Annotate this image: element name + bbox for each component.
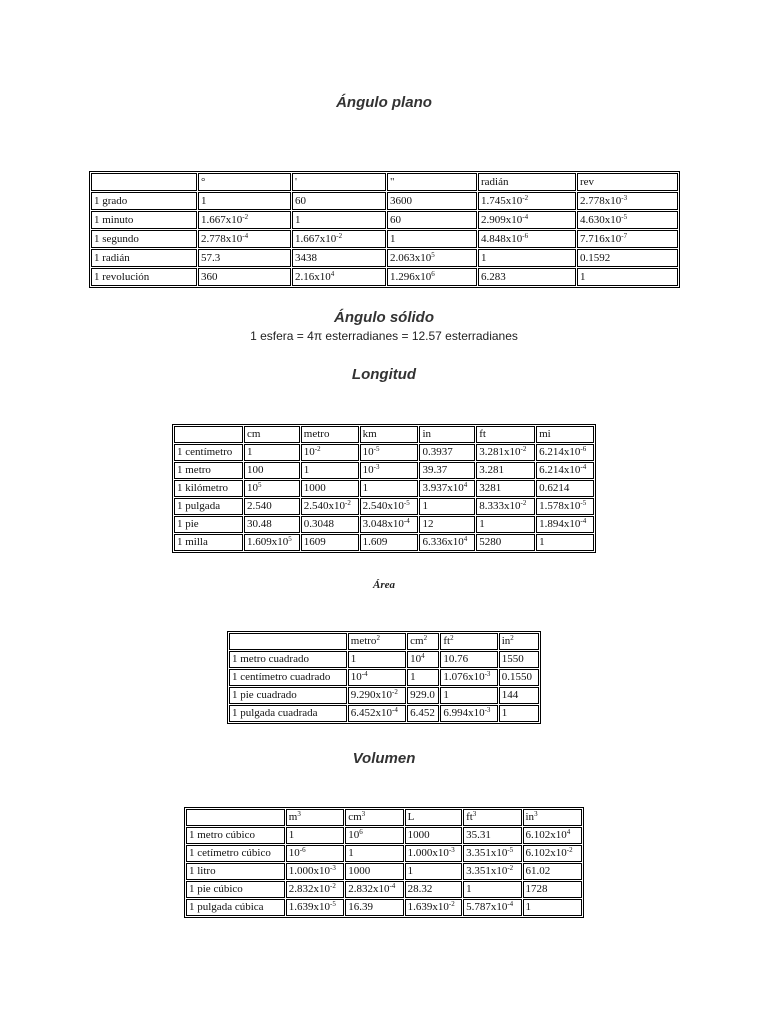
column-header [229,633,347,650]
row-label: 1 metro cúbico [186,827,285,844]
table-cell: $10^5$ [244,480,300,497]
table-cell: 0.1550 [499,669,539,686]
column-header: $cm^3$ [345,809,403,826]
table-cell: $1.667x10^{-2}$ [292,230,386,248]
longitud-title: Longitud [351,366,417,383]
longitud-table [172,424,596,553]
column-header: metro [301,426,359,443]
table-cell: 1 [419,498,475,515]
row-label: 1 pie [174,516,243,533]
row-label: 1 pie cúbico [186,881,285,898]
table-cell: $6.102x10^4$ [523,827,583,844]
row-label: 1 minuto [91,211,197,229]
row-label: 1 pulgada cúbica [186,899,285,916]
table-row [91,211,678,229]
table-cell: 1000 [405,827,462,844]
table-cell: 1 [244,444,300,461]
table-row [91,230,678,248]
table-cell: 30.48 [244,516,300,533]
table-cell: 1 [536,534,594,551]
table-cell: $4.848x10^{-6}$ [478,230,576,248]
table-row [91,249,678,267]
table-cell: $6.452x10^{-4}$ [348,705,406,722]
column-header: metro$^2$ [348,633,406,650]
column-header: cm [244,426,300,443]
header-row [174,426,594,443]
header-row [91,173,678,191]
column-header: $in^3$ [523,809,583,826]
row-label: 1 revolución [91,268,197,286]
column-header: in [419,426,475,443]
table-cell: $10^{-5}$ [360,444,419,461]
table-cell: $10^{-6}$ [286,845,344,862]
table-cell: $2.540x10^{-5}$ [360,498,419,515]
table-cell: $1.578x10^{-5}$ [536,498,594,515]
table-cell: 1 [440,687,497,704]
table-row [174,462,594,479]
table-cell: $4.630x10^{-5}$ [577,211,678,229]
table-cell: 1 [301,462,359,479]
table-cell: $10^{-2}$ [301,444,359,461]
table-cell: $1.296x10^6$ [387,268,477,286]
table-row [186,827,582,844]
table-cell: 1 [198,192,291,210]
column-header: $m^3$ [286,809,344,826]
row-label: 1 pie cuadrado [229,687,347,704]
table-cell: $2.909x10^{-4}$ [478,211,576,229]
table-cell: $7.716x10^{-7}$ [577,230,678,248]
table-cell: 12 [419,516,475,533]
row-label: 1 radián [91,249,197,267]
table-cell: 3281 [476,480,535,497]
area-table [227,631,541,724]
table-cell: $10^6$ [345,827,403,844]
table-cell: $2.063x10^5$ [387,249,477,267]
table-cell: $1.639x10^{-2}$ [405,899,462,916]
column-header [186,809,285,826]
table-cell: 6.452 [407,705,439,722]
column-header [174,426,243,443]
table-cell: 1 [348,651,406,668]
angulo-plano-table [89,171,680,288]
table-cell: $1.667x10^{-2}$ [198,211,291,229]
column-header: rev [577,173,678,191]
header-row [186,809,582,826]
row-label: 1 litro [186,863,285,880]
table-row [229,687,539,704]
table-cell: 61.02 [523,863,583,880]
table-cell: 35.31 [463,827,521,844]
table-cell: 1000 [345,863,403,880]
angulo-solido-title: Ángulo sólido [334,309,434,326]
row-label: 1 centímetro [174,444,243,461]
table-cell: 1 [286,827,344,844]
table-row [186,863,582,880]
table-cell: 1550 [499,651,539,668]
table-row [174,480,594,497]
table-row [186,881,582,898]
column-header: $cm^2$ [407,633,439,650]
table-cell: $10^4$ [407,651,439,668]
table-cell: 1 [387,230,477,248]
table-cell: $8.333x10^{-2}$ [476,498,535,515]
table-cell: $2.16x10^4$ [292,268,386,286]
table-cell: 28.32 [405,881,462,898]
column-header [91,173,197,191]
row-label: 1 grado [91,192,197,210]
table-cell: 60 [387,211,477,229]
area-title: Área [373,579,395,591]
column-header: $ft^3$ [463,809,521,826]
table-cell: 1609 [301,534,359,551]
table-cell: 1728 [523,881,583,898]
table-cell: 1 [407,669,439,686]
table-cell: 100 [244,462,300,479]
table-row [229,651,539,668]
table-cell: 1000 [301,480,359,497]
table-cell: 3600 [387,192,477,210]
row-label: 1 kilómetro [174,480,243,497]
angulo-plano-title: Ángulo plano [336,94,432,111]
table-cell: 1 [345,845,403,862]
table-cell: $2.778x10^{-3}$ [577,192,678,210]
table-cell: $2.778x10^{-4}$ [198,230,291,248]
table-cell: 1.609 [360,534,419,551]
header-row [229,633,539,650]
table-row [91,268,678,286]
table-cell: $10^{-4}$ [348,669,406,686]
table-row [229,669,539,686]
row-label: 1 metro [174,462,243,479]
table-cell: 360 [198,268,291,286]
table-cell: 1 [292,211,386,229]
table-cell: $2.832x10^{-4}$ [345,881,403,898]
column-header: radián [478,173,576,191]
table-cell: 1 [405,863,462,880]
column-header: ' [292,173,386,191]
table-cell: $9.290x10^{-2}$ [348,687,406,704]
column-header: ft [476,426,535,443]
table-row [174,534,594,551]
table-cell: $3.048x10^{-4}$ [360,516,419,533]
table-cell: $3.351x10^{-5}$ [463,845,521,862]
table-cell: $6.214x10^{-6}$ [536,444,594,461]
table-cell: $3.281x10^{-2}$ [476,444,535,461]
table-cell: $3.351x10^{-2}$ [463,863,521,880]
table-row [91,192,678,210]
table-cell: $1.609x10^5$ [244,534,300,551]
row-label: 1 centímetro cuadrado [229,669,347,686]
table-row [186,899,582,916]
table-cell: 3.281 [476,462,535,479]
table-cell: $6.336x10^4$ [419,534,475,551]
table-cell: 1 [499,705,539,722]
row-label: 1 milla [174,534,243,551]
table-cell: $6.214x10^{-4}$ [536,462,594,479]
volumen-table [184,807,584,918]
row-label: 1 pulgada cuadrada [229,705,347,722]
table-cell: $3.937x10^4$ [419,480,475,497]
table-cell: $1.894x10^{-4}$ [536,516,594,533]
table-cell: 39.37 [419,462,475,479]
table-cell: 1 [577,268,678,286]
table-cell: 1 [523,899,583,916]
table-cell: 0.3048 [301,516,359,533]
table-cell: 1 [476,516,535,533]
table-cell: 16.39 [345,899,403,916]
table-cell: 5280 [476,534,535,551]
table-row [174,444,594,461]
table-row [174,498,594,515]
table-cell: 60 [292,192,386,210]
table-row [229,705,539,722]
table-cell: 6.283 [478,268,576,286]
table-cell: $2.540x10^{-2}$ [301,498,359,515]
table-cell: 57.3 [198,249,291,267]
table-cell: $2.832x10^{-2}$ [286,881,344,898]
row-label: 1 metro cuadrado [229,651,347,668]
row-label: 1 cetímetro cúbico [186,845,285,862]
table-row [186,845,582,862]
table-cell: 1 [463,881,521,898]
table-cell: 929.0 [407,687,439,704]
table-cell: $10^{-3}$ [360,462,419,479]
column-header: km [360,426,419,443]
table-cell: 0.6214 [536,480,594,497]
row-label: 1 segundo [91,230,197,248]
volumen-title: Volumen [352,750,416,767]
column-header: $ft^2$ [440,633,497,650]
table-cell: 0.3937 [419,444,475,461]
table-cell: $1.745x10^{-2}$ [478,192,576,210]
table-cell: $5.787x10^{-4}$ [463,899,521,916]
column-header: L [405,809,462,826]
table-cell: $1.639x10^{-5}$ [286,899,344,916]
table-cell: $1.076x10^{-3}$ [440,669,497,686]
table-cell: $6.994x10^{-3}$ [440,705,497,722]
table-cell: 10.76 [440,651,497,668]
table-cell: 1 [478,249,576,267]
table-cell: 0.1592 [577,249,678,267]
angulo-solido-note: 1 esfera = 4π esterradianes = 12.57 esterradianes [250,329,518,343]
column-header: " [387,173,477,191]
column-header: mi [536,426,594,443]
column-header: $in^2$ [499,633,539,650]
table-row [174,516,594,533]
table-cell: 3438 [292,249,386,267]
table-cell: $1.000x10^{-3}$ [405,845,462,862]
table-cell: $6.102x10^{-2}$ [523,845,583,862]
row-label: 1 pulgada [174,498,243,515]
column-header: ° [198,173,291,191]
table-cell: 2.540 [244,498,300,515]
table-cell: 1 [360,480,419,497]
table-cell: $1.000x10^{-3}$ [286,863,344,880]
table-cell: 144 [499,687,539,704]
